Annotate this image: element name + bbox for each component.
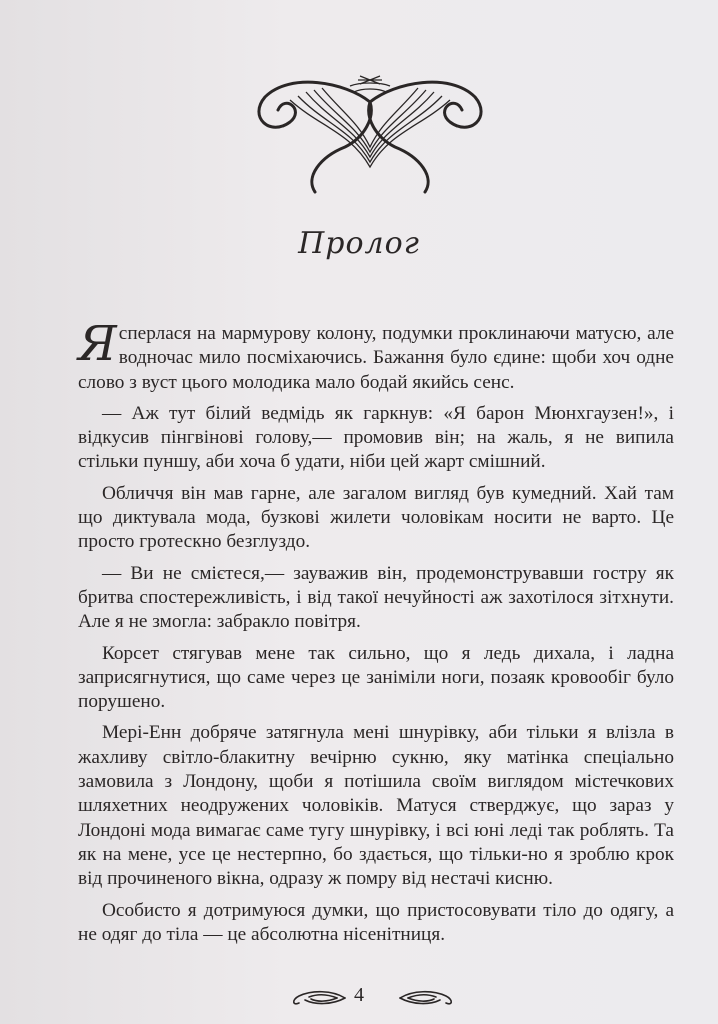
body-text [78,316,674,954]
page-footer [0,982,718,1012]
paragraph: Корсет стягував мене так сильно, що я ледь дихала, і ладна заприсягнутися, що саме через це заніміли ноги, позаяк кровообіг було порушено. [78,642,674,713]
paragraph: Мері-Енн добряче затягнула мені шнурівку, аби тільки я влізла в жахливу світло-блакитну вечірню сукню, яку матінка спеціально замовила з Лондону, щоби я потішила своїм виглядом містечкових шляхетних неодружених чоловіків. Матуся стверджує, що зараз у Лондоні мода вимагає саме тугу шнурівку, і всі юні леді так роблять. Та як на мене, усе це нестерпно, бо здається, що тільки-но я зроблю крок від прочиненого вікна, одразу ж помру від нестачі кисню. [78,722,674,890]
paragraph: — Ви не смієтеся,— зауважив він, продемонструвавши гостру як бритва спостережливість, і від такої нечуйності аж захотілося зітхнути. Але я не змогла: забракло повітря. [78,562,674,633]
paragraph: — Аж тут білий ведмідь як гаркнув: «Я барон Мюнхгаузен!», і відкусив пінгвінові голову,— промовив він; на жаль, я не випила стільки пуншу, аби хоча б удати, ніби цей жарт смішний. [78,402,674,473]
paragraph: Обличчя він мав гарне, але загалом вигляд був кумедний. Хай там що диктувала мода, бузкові жилети чоловікам носити не варто. Це просто гротескно безглуздо. [78,482,674,553]
paragraph: Особисто я дотримуюся думки, що пристосовувати тіло до одягу, а не одяг до тіла — це абсолютна нісенітниця. [78,899,674,945]
paragraph-text: сперлася на мармурову колону, подумки проклинаючи матусю, але водночас мило посміхаючись. Бажання було єдине: щоби хоч одне слово з вуст цього молодика мало бодай якийсь сенс. [78,323,674,393]
flourish-ornament [250,72,490,202]
chapter-title: Пролог [298,226,420,261]
flourish-right-icon [398,988,458,1008]
drop-cap: Я [78,316,117,372]
page-number: 4 [354,984,364,1006]
paragraph [78,316,674,395]
